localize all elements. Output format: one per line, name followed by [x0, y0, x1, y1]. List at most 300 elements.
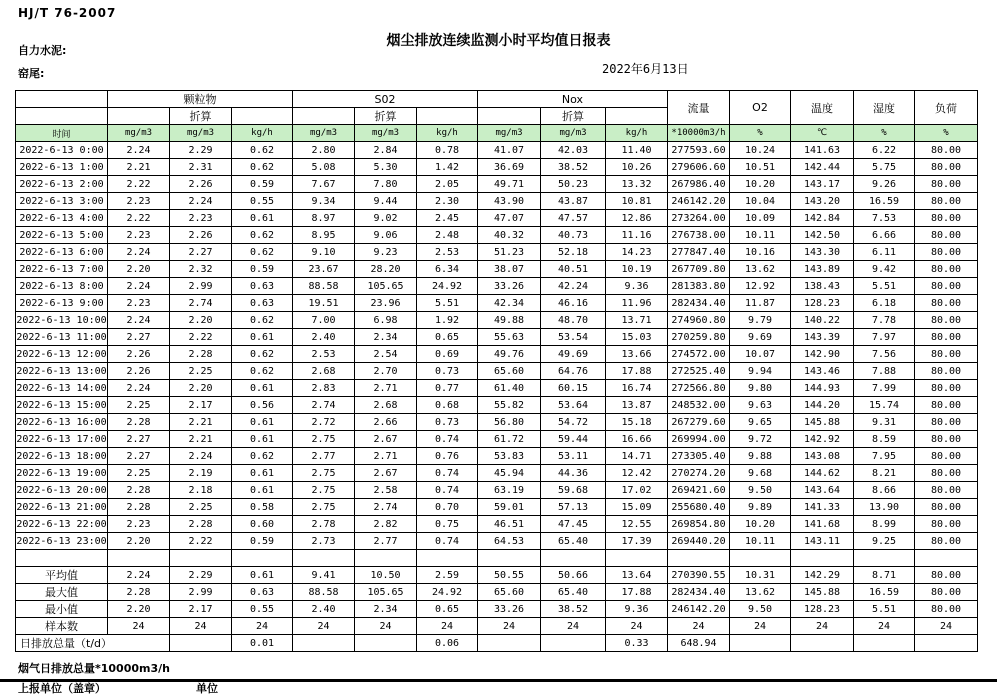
value-cell: 10.26	[606, 159, 668, 176]
value-cell: 2.23	[108, 227, 170, 244]
summary-value-cell: 24	[668, 618, 730, 635]
value-cell: 0.74	[417, 431, 478, 448]
value-cell: 2.54	[355, 346, 417, 363]
station-name: 窑尾:	[18, 67, 45, 80]
value-cell: 80.00	[915, 295, 978, 312]
summary-value-cell: 24	[478, 618, 541, 635]
value-cell: 2.24	[108, 244, 170, 261]
value-cell: 53.64	[541, 397, 606, 414]
table-row	[16, 363, 978, 380]
empty-cell	[293, 550, 355, 567]
value-cell: 9.50	[730, 482, 791, 499]
value-cell: 2.53	[417, 244, 478, 261]
value-cell: 15.09	[606, 499, 668, 516]
value-cell: 80.00	[915, 329, 978, 346]
header-row-units	[16, 125, 978, 142]
unit-cell: *10000m3/h	[668, 125, 730, 142]
time-cell: 2022-6-13 20:00	[16, 482, 108, 499]
value-cell: 49.71	[478, 176, 541, 193]
table-row	[16, 142, 978, 159]
table-row	[16, 550, 978, 567]
value-cell: 6.98	[355, 312, 417, 329]
value-cell: 270259.80	[668, 329, 730, 346]
value-cell: 42.24	[541, 278, 606, 295]
value-cell: 2.22	[170, 329, 232, 346]
value-cell: 9.44	[355, 193, 417, 210]
value-cell: 2.72	[293, 414, 355, 431]
value-cell: 269440.20	[668, 533, 730, 550]
value-cell: 10.20	[730, 516, 791, 533]
table-row	[16, 210, 978, 227]
value-cell: 2.74	[355, 499, 417, 516]
value-cell: 7.67	[293, 176, 355, 193]
value-cell: 10.19	[606, 261, 668, 278]
value-cell: 2.28	[108, 499, 170, 516]
unit-cell: mg/m3	[478, 125, 541, 142]
empty-cell	[16, 91, 108, 108]
value-cell: 277593.60	[668, 142, 730, 159]
time-cell: 2022-6-13 23:00	[16, 533, 108, 550]
table-row	[16, 261, 978, 278]
summary-label: 最大值	[16, 584, 108, 601]
value-cell: 9.80	[730, 380, 791, 397]
table-row	[16, 635, 978, 652]
value-cell: 2.28	[108, 414, 170, 431]
time-cell: 2022-6-13 18:00	[16, 448, 108, 465]
value-cell: 0.68	[417, 397, 478, 414]
summary-value-cell: 8.71	[854, 567, 915, 584]
summary-value-cell: 24	[108, 618, 170, 635]
col-header-humidity: 湿度	[854, 91, 915, 125]
value-cell: 14.71	[606, 448, 668, 465]
company-name: 自力水泥:	[18, 44, 67, 57]
empty-cell	[606, 550, 668, 567]
station-row	[0, 62, 997, 80]
value-cell: 6.18	[854, 295, 915, 312]
value-cell: 12.92	[730, 278, 791, 295]
unit-cell: mg/m3	[355, 125, 417, 142]
time-cell: 2022-6-13 11:00	[16, 329, 108, 346]
value-cell: 0.75	[417, 516, 478, 533]
summary-value-cell: 88.58	[293, 584, 355, 601]
value-cell: 281383.80	[668, 278, 730, 295]
value-cell: 2.05	[417, 176, 478, 193]
value-cell: 143.11	[791, 533, 854, 550]
value-cell: 7.00	[293, 312, 355, 329]
value-cell: 0.61	[232, 210, 293, 227]
value-cell: 0.63	[232, 295, 293, 312]
empty-cell	[232, 108, 293, 125]
value-cell: 46.16	[541, 295, 606, 312]
value-cell: 2.27	[108, 448, 170, 465]
value-cell: 143.08	[791, 448, 854, 465]
value-cell: 255680.40	[668, 499, 730, 516]
unit-cell: kg/h	[232, 125, 293, 142]
daily-total-value-cell	[730, 635, 791, 652]
table-row	[16, 312, 978, 329]
value-cell: 10.11	[730, 227, 791, 244]
value-cell: 9.36	[606, 278, 668, 295]
value-cell: 10.51	[730, 159, 791, 176]
value-cell: 5.30	[355, 159, 417, 176]
value-cell: 267709.80	[668, 261, 730, 278]
empty-cell	[108, 550, 170, 567]
daily-total-value-cell: 0.33	[606, 635, 668, 652]
value-cell: 65.60	[478, 363, 541, 380]
value-cell: 269994.00	[668, 431, 730, 448]
value-cell: 33.26	[478, 278, 541, 295]
value-cell: 2.68	[293, 363, 355, 380]
value-cell: 2.25	[170, 363, 232, 380]
value-cell: 80.00	[915, 346, 978, 363]
value-cell: 9.25	[854, 533, 915, 550]
empty-cell	[16, 550, 108, 567]
value-cell: 16.74	[606, 380, 668, 397]
value-cell: 59.44	[541, 431, 606, 448]
value-cell: 272566.80	[668, 380, 730, 397]
summary-value-cell: 2.40	[293, 601, 355, 618]
value-cell: 10.81	[606, 193, 668, 210]
value-cell: 0.62	[232, 346, 293, 363]
value-cell: 2.23	[108, 295, 170, 312]
unit-cell: kg/h	[606, 125, 668, 142]
value-cell: 141.33	[791, 499, 854, 516]
value-cell: 80.00	[915, 465, 978, 482]
summary-value-cell: 2.28	[108, 584, 170, 601]
table-row	[16, 448, 978, 465]
summary-value-cell: 2.20	[108, 601, 170, 618]
empty-cell	[791, 550, 854, 567]
value-cell: 80.00	[915, 363, 978, 380]
summary-value-cell: 2.24	[108, 567, 170, 584]
value-cell: 2.32	[170, 261, 232, 278]
unit-cell: %	[915, 125, 978, 142]
value-cell: 10.04	[730, 193, 791, 210]
value-cell: 49.88	[478, 312, 541, 329]
value-cell: 142.92	[791, 431, 854, 448]
value-cell: 0.70	[417, 499, 478, 516]
col-header-load: 负荷	[915, 91, 978, 125]
value-cell: 8.99	[854, 516, 915, 533]
value-cell: 54.72	[541, 414, 606, 431]
value-cell: 2.23	[108, 516, 170, 533]
table-row	[16, 244, 978, 261]
table-row	[16, 278, 978, 295]
value-cell: 141.68	[791, 516, 854, 533]
value-cell: 138.43	[791, 278, 854, 295]
value-cell: 2.30	[417, 193, 478, 210]
value-cell: 2.20	[170, 312, 232, 329]
value-cell: 0.74	[417, 482, 478, 499]
summary-value-cell: 24	[417, 618, 478, 635]
value-cell: 13.32	[606, 176, 668, 193]
value-cell: 2.27	[170, 244, 232, 261]
table-row	[16, 567, 978, 584]
value-cell: 7.88	[854, 363, 915, 380]
value-cell: 9.10	[293, 244, 355, 261]
value-cell: 2.26	[108, 363, 170, 380]
empty-cell	[16, 108, 108, 125]
value-cell: 142.50	[791, 227, 854, 244]
col-group-pm: 颗粒物	[108, 91, 293, 108]
value-cell: 0.59	[232, 261, 293, 278]
value-cell: 6.11	[854, 244, 915, 261]
time-cell: 2022-6-13 16:00	[16, 414, 108, 431]
daily-total-value-cell	[170, 635, 232, 652]
value-cell: 17.02	[606, 482, 668, 499]
summary-label: 最小值	[16, 601, 108, 618]
value-cell: 13.66	[606, 346, 668, 363]
time-cell: 2022-6-13 0:00	[16, 142, 108, 159]
time-cell: 2022-6-13 2:00	[16, 176, 108, 193]
summary-value-cell: 0.55	[232, 601, 293, 618]
time-column-header: 时间	[16, 125, 108, 142]
value-cell: 2.28	[108, 482, 170, 499]
value-cell: 2.21	[170, 431, 232, 448]
value-cell: 2.48	[417, 227, 478, 244]
value-cell: 80.00	[915, 516, 978, 533]
value-cell: 8.97	[293, 210, 355, 227]
value-cell: 24.92	[417, 278, 478, 295]
empty-cell	[355, 550, 417, 567]
value-cell: 23.67	[293, 261, 355, 278]
unit-cell: %	[730, 125, 791, 142]
unit-word: 单位	[196, 682, 218, 695]
summary-value-cell: 9.41	[293, 567, 355, 584]
value-cell: 53.83	[478, 448, 541, 465]
pm-converted-label: 折算	[170, 108, 232, 125]
value-cell: 2.40	[293, 329, 355, 346]
value-cell: 61.72	[478, 431, 541, 448]
value-cell: 7.80	[355, 176, 417, 193]
value-cell: 11.87	[730, 295, 791, 312]
table-row	[16, 465, 978, 482]
empty-cell	[417, 108, 478, 125]
value-cell: 55.82	[478, 397, 541, 414]
value-cell: 2.19	[170, 465, 232, 482]
value-cell: 53.54	[541, 329, 606, 346]
unit-cell: mg/m3	[170, 125, 232, 142]
empty-cell	[293, 108, 355, 125]
value-cell: 0.61	[232, 465, 293, 482]
value-cell: 2.74	[293, 397, 355, 414]
value-cell: 10.24	[730, 142, 791, 159]
value-cell: 2.27	[108, 329, 170, 346]
summary-value-cell: 2.59	[417, 567, 478, 584]
value-cell: 5.08	[293, 159, 355, 176]
value-cell: 143.89	[791, 261, 854, 278]
value-cell: 42.34	[478, 295, 541, 312]
value-cell: 52.18	[541, 244, 606, 261]
value-cell: 44.36	[541, 465, 606, 482]
value-cell: 2.77	[293, 448, 355, 465]
value-cell: 2.31	[170, 159, 232, 176]
value-cell: 13.62	[730, 261, 791, 278]
empty-cell	[108, 108, 170, 125]
value-cell: 11.40	[606, 142, 668, 159]
time-cell: 2022-6-13 14:00	[16, 380, 108, 397]
value-cell: 17.88	[606, 363, 668, 380]
value-cell: 13.71	[606, 312, 668, 329]
value-cell: 2.24	[170, 193, 232, 210]
value-cell: 276738.00	[668, 227, 730, 244]
so2-converted-label: 折算	[355, 108, 417, 125]
value-cell: 2.34	[355, 329, 417, 346]
header-row-groups	[16, 91, 978, 108]
summary-value-cell: 24	[232, 618, 293, 635]
value-cell: 28.20	[355, 261, 417, 278]
time-cell: 2022-6-13 8:00	[16, 278, 108, 295]
value-cell: 59.01	[478, 499, 541, 516]
value-cell: 0.62	[232, 448, 293, 465]
report-unit-label: 上报单位（盖章）	[18, 682, 106, 695]
value-cell: 80.00	[915, 159, 978, 176]
summary-value-cell: 80.00	[915, 601, 978, 618]
value-cell: 273305.40	[668, 448, 730, 465]
daily-total-value-cell	[293, 635, 355, 652]
value-cell: 2.22	[108, 176, 170, 193]
value-cell: 2.84	[355, 142, 417, 159]
value-cell: 0.62	[232, 363, 293, 380]
value-cell: 141.63	[791, 142, 854, 159]
value-cell: 7.99	[854, 380, 915, 397]
value-cell: 80.00	[915, 533, 978, 550]
value-cell: 2.73	[293, 533, 355, 550]
summary-value-cell: 2.17	[170, 601, 232, 618]
value-cell: 0.62	[232, 142, 293, 159]
value-cell: 5.51	[417, 295, 478, 312]
value-cell: 80.00	[915, 312, 978, 329]
value-cell: 2.28	[170, 346, 232, 363]
value-cell: 9.88	[730, 448, 791, 465]
value-cell: 8.59	[854, 431, 915, 448]
value-cell: 2.18	[170, 482, 232, 499]
value-cell: 2.24	[108, 380, 170, 397]
value-cell: 9.26	[854, 176, 915, 193]
value-cell: 23.96	[355, 295, 417, 312]
value-cell: 63.19	[478, 482, 541, 499]
value-cell: 0.62	[232, 312, 293, 329]
value-cell: 80.00	[915, 482, 978, 499]
summary-value-cell: 24	[730, 618, 791, 635]
value-cell: 143.17	[791, 176, 854, 193]
value-cell: 15.18	[606, 414, 668, 431]
summary-value-cell: 24	[355, 618, 417, 635]
value-cell: 2.80	[293, 142, 355, 159]
summary-value-cell: 24	[791, 618, 854, 635]
value-cell: 80.00	[915, 414, 978, 431]
time-cell: 2022-6-13 5:00	[16, 227, 108, 244]
value-cell: 2.67	[355, 431, 417, 448]
value-cell: 2.68	[355, 397, 417, 414]
table-row	[16, 482, 978, 499]
value-cell: 10.20	[730, 176, 791, 193]
value-cell: 143.39	[791, 329, 854, 346]
value-cell: 269421.60	[668, 482, 730, 499]
value-cell: 45.94	[478, 465, 541, 482]
value-cell: 2.21	[108, 159, 170, 176]
value-cell: 2.24	[108, 142, 170, 159]
value-cell: 128.23	[791, 295, 854, 312]
value-cell: 64.76	[541, 363, 606, 380]
value-cell: 0.62	[232, 227, 293, 244]
time-cell: 2022-6-13 12:00	[16, 346, 108, 363]
summary-value-cell: 145.88	[791, 584, 854, 601]
value-cell: 270274.20	[668, 465, 730, 482]
value-cell: 0.61	[232, 482, 293, 499]
table-row	[16, 533, 978, 550]
value-cell: 279606.60	[668, 159, 730, 176]
value-cell: 0.74	[417, 465, 478, 482]
value-cell: 2.20	[108, 261, 170, 278]
value-cell: 61.40	[478, 380, 541, 397]
value-cell: 38.52	[541, 159, 606, 176]
table-row	[16, 618, 978, 635]
table-row	[16, 329, 978, 346]
value-cell: 9.89	[730, 499, 791, 516]
summary-value-cell: 65.60	[478, 584, 541, 601]
time-cell: 2022-6-13 19:00	[16, 465, 108, 482]
value-cell: 274572.00	[668, 346, 730, 363]
daily-total-value-cell	[478, 635, 541, 652]
table-row	[16, 414, 978, 431]
value-cell: 2.20	[108, 533, 170, 550]
value-cell: 9.23	[355, 244, 417, 261]
value-cell: 13.87	[606, 397, 668, 414]
value-cell: 2.17	[170, 397, 232, 414]
summary-value-cell: 24	[854, 618, 915, 635]
value-cell: 10.09	[730, 210, 791, 227]
value-cell: 2.70	[355, 363, 417, 380]
col-header-flow: 流量	[668, 91, 730, 125]
value-cell: 1.42	[417, 159, 478, 176]
value-cell: 80.00	[915, 448, 978, 465]
value-cell: 267986.40	[668, 176, 730, 193]
value-cell: 80.00	[915, 380, 978, 397]
standard-code: HJ/T 76-2007	[18, 6, 117, 20]
value-cell: 282434.40	[668, 295, 730, 312]
value-cell: 277847.40	[668, 244, 730, 261]
summary-label: 平均值	[16, 567, 108, 584]
value-cell: 10.11	[730, 533, 791, 550]
footer-flow-total: 烟气日排放总量*10000m3/h	[18, 662, 170, 675]
value-cell: 16.59	[854, 193, 915, 210]
value-cell: 0.58	[232, 499, 293, 516]
value-cell: 12.86	[606, 210, 668, 227]
value-cell: 2.21	[170, 414, 232, 431]
value-cell: 6.22	[854, 142, 915, 159]
value-cell: 2.58	[355, 482, 417, 499]
unit-cell: mg/m3	[108, 125, 170, 142]
empty-cell	[606, 108, 668, 125]
page-title: 烟尘排放连续监测小时平均值日报表	[386, 33, 611, 49]
nox-converted-label: 折算	[541, 108, 606, 125]
value-cell: 1.92	[417, 312, 478, 329]
value-cell: 2.53	[293, 346, 355, 363]
time-cell: 2022-6-13 17:00	[16, 431, 108, 448]
value-cell: 40.32	[478, 227, 541, 244]
value-cell: 2.78	[293, 516, 355, 533]
summary-value-cell: 128.23	[791, 601, 854, 618]
summary-value-cell: 80.00	[915, 584, 978, 601]
value-cell: 0.55	[232, 193, 293, 210]
value-cell: 19.51	[293, 295, 355, 312]
value-cell: 80.00	[915, 397, 978, 414]
time-cell: 2022-6-13 10:00	[16, 312, 108, 329]
value-cell: 80.00	[915, 499, 978, 516]
summary-value-cell: 13.62	[730, 584, 791, 601]
table-row	[16, 227, 978, 244]
